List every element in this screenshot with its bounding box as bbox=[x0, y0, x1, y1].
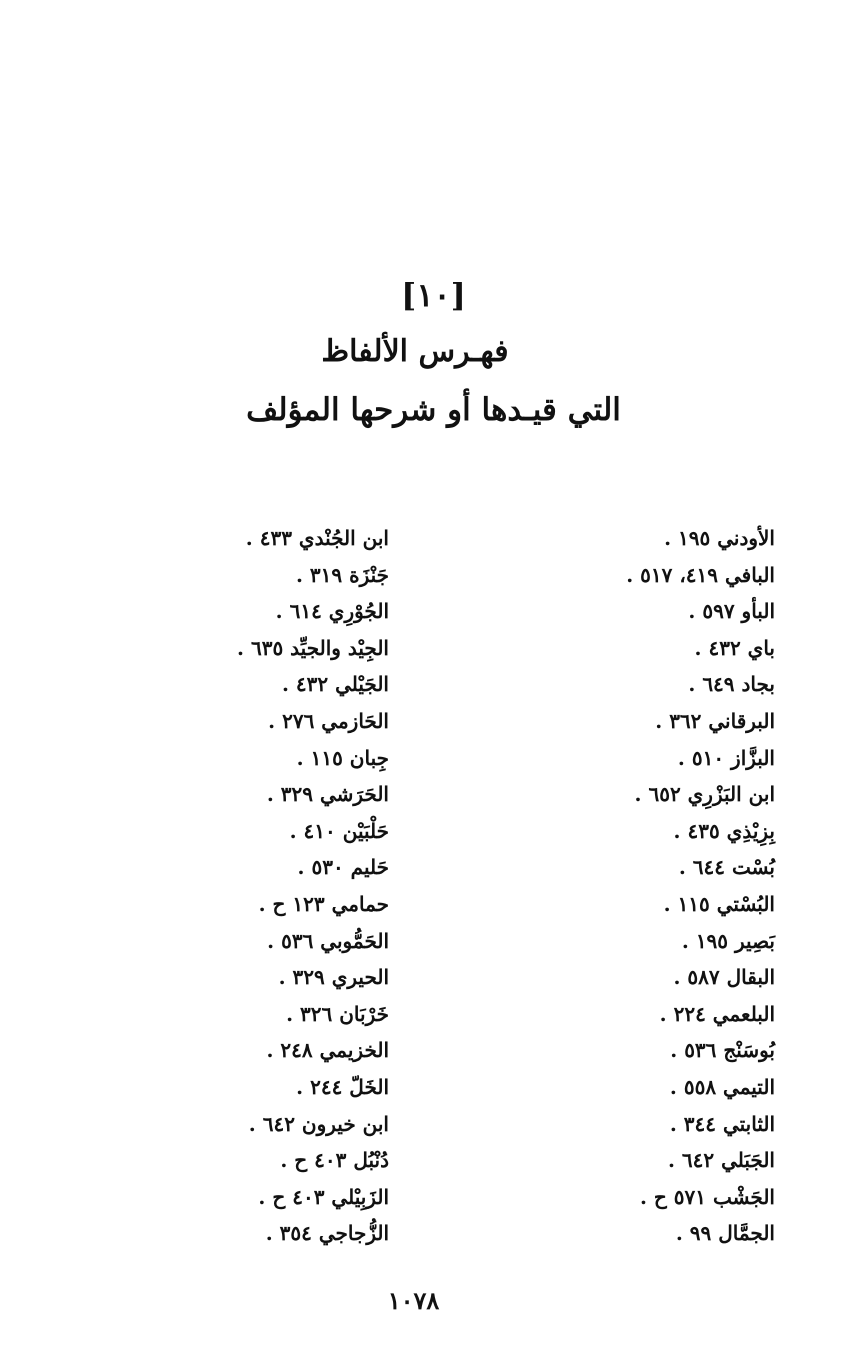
index-entry: بُوسَنْج ٥٣٦ . bbox=[670, 1038, 775, 1063]
index-entry: الحَمُّوبي ٥٣٦ . bbox=[267, 928, 389, 953]
index-entry: البزَّاز ٥١٠ . bbox=[677, 745, 775, 770]
index-entry: الجُوْرِي ٦١٤ . bbox=[275, 599, 389, 624]
page-number: ١٠٧٨ bbox=[387, 1286, 440, 1315]
index-entry: البلعمي ٢٢٤ . bbox=[659, 1001, 775, 1026]
index-entry: الحَازمي ٢٧٦ . bbox=[268, 708, 389, 733]
index-entry: باي ٤٣٢ . bbox=[694, 635, 775, 660]
index-entry: التيمي ٥٥٨ . bbox=[669, 1074, 775, 1099]
index-entry: الجِيْد والجيِّد ٦٣٥ . bbox=[237, 635, 389, 660]
index-entry: الخَلّ ٢٤٤ . bbox=[296, 1074, 389, 1099]
index-entry: البقال ٥٨٧ . bbox=[673, 965, 775, 990]
index-entry: جَنْزَة ٣١٩ . bbox=[295, 562, 389, 587]
index-entry: خَرْبَان ٣٢٦ . bbox=[286, 1001, 389, 1026]
index-entry: بجاد ٦٤٩ . bbox=[688, 672, 775, 697]
index-entry: البأو ٥٩٧ . bbox=[688, 599, 775, 624]
index-entry: الخزيمي ٢٤٨ . bbox=[266, 1038, 389, 1063]
index-entry: حمامي ١٢٣ ح . bbox=[258, 891, 389, 916]
index-entry: ابن البَزْرِي ٦٥٢ . bbox=[634, 782, 775, 807]
index-entry: الزَبِيْلي ٤٠٣ ح . bbox=[258, 1184, 389, 1209]
index-entry: الجَشْب ٥٧١ ح . bbox=[639, 1184, 775, 1209]
index-entry: الحَرَشي ٣٢٩ . bbox=[266, 782, 389, 807]
index-entry: البرقاني ٣٦٢ . bbox=[655, 708, 775, 733]
index-entry: حَلْبَيْن ٤١٠ . bbox=[289, 818, 389, 843]
index-title: فهـرس الألفاظ bbox=[321, 334, 509, 369]
index-entry: الجمَّال ٩٩ . bbox=[675, 1221, 775, 1246]
index-entry: البُسْتي ١١٥ . bbox=[663, 891, 775, 916]
chapter-number: [١٠] bbox=[401, 276, 466, 314]
index-entry: جِبان ١١٥ . bbox=[296, 745, 389, 770]
index-subtitle: التي قيـدها أو شرحها المؤلف bbox=[246, 392, 621, 428]
index-entry: الحيري ٣٢٩ . bbox=[278, 965, 389, 990]
index-entry: الجَيْلي ٤٣٢ . bbox=[281, 672, 389, 697]
index-entry: بِزِيْذِي ٤٣٥ . bbox=[673, 818, 775, 843]
index-entry: بُسْت ٦٤٤ . bbox=[678, 855, 775, 880]
index-entry: بَصِير ١٩٥ . bbox=[681, 928, 775, 953]
index-entry: ابن خيرون ٦٤٢ . bbox=[248, 1111, 389, 1136]
index-column-left bbox=[129, 520, 389, 1252]
index-entry: دُنْبُل ٤٠٣ ح . bbox=[280, 1148, 389, 1173]
index-entry: الأودني ١٩٥ . bbox=[664, 526, 775, 550]
index-entry: الزُّجاجي ٣٥٤ . bbox=[265, 1221, 389, 1246]
index-entry: ابن الجُنْدي ٤٣٣ . bbox=[245, 526, 389, 550]
index-entry: البافي ٤١٩، ٥١٧ . bbox=[626, 562, 775, 587]
index-entry: حَليم ٥٣٠ . bbox=[297, 855, 389, 880]
index-entry: الجَبَلي ٦٤٢ . bbox=[667, 1148, 775, 1173]
index-entry: الثابتي ٣٤٤ . bbox=[669, 1111, 775, 1136]
index-column-right bbox=[535, 520, 775, 1252]
